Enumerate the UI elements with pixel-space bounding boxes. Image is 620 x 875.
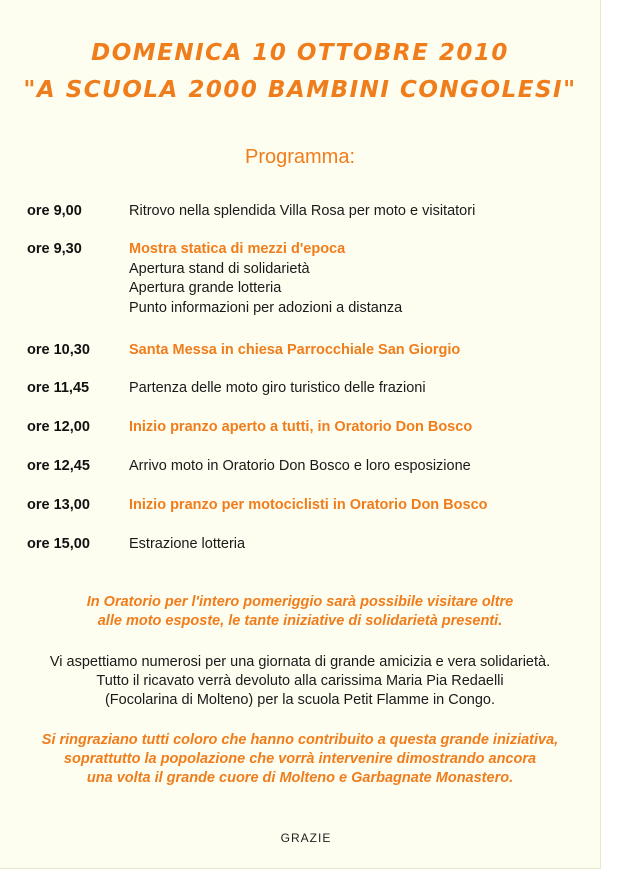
schedule-line: Apertura grande lotteria: [129, 280, 282, 296]
schedule-time: ore 12,45: [27, 458, 90, 474]
schedule-line: Partenza delle moto giro turistico delle frazioni: [129, 380, 426, 396]
schedule-time: ore 9,00: [27, 203, 82, 219]
schedule-description: [129, 457, 471, 477]
program-heading: Programma:: [244, 146, 356, 168]
invitation-paragraph: [0, 653, 600, 710]
schedule-line: Apertura stand di solidarietà: [129, 260, 310, 277]
note-line: alle moto esposte, le tante iniziative di solidarietà presenti.: [97, 613, 503, 629]
schedule-time: ore 15,00: [27, 536, 90, 552]
schedule-description: [129, 202, 475, 222]
schedule-line: Arrivo moto in Oratorio Don Bosco e loro esposizione: [129, 458, 471, 474]
schedule-line: Ritrovo nella splendida Villa Rosa per moto e visitatori: [129, 203, 476, 219]
schedule-description: [129, 535, 245, 555]
acknowledgement-line: soprattutto la popolazione che vorrà intervenire dimostrando ancora: [63, 751, 537, 767]
schedule-description-highlight: [129, 341, 460, 361]
acknowledgement-line: una volta il grande cuore di Molteno e Garbagnate Monastero.: [86, 770, 514, 786]
schedule-line-highlight: Mostra statica di mezzi d'epoca: [129, 241, 346, 257]
schedule-line: Santa Messa in chiesa Parrocchiale San Giorgio: [129, 342, 461, 358]
acknowledgement-line: Si ringraziano tutti coloro che hanno contribuito a questa grande iniziativa,: [41, 732, 559, 748]
schedule-time: ore 11,45: [27, 380, 90, 396]
afternoon-note: [0, 593, 600, 631]
invitation-line: (Focolarina di Molteno) per la scuola Petit Flamme in Congo.: [104, 692, 496, 708]
schedule-time: ore 9,30: [27, 241, 82, 257]
schedule-time: ore 10,30: [27, 342, 90, 358]
schedule-line: Inizio pranzo aperto a tutti, in Oratorio Don Bosco: [129, 419, 473, 435]
schedule-line: Inizio pranzo per motociclisti in Oratorio Don Bosco: [129, 497, 488, 513]
schedule-description-highlight: [129, 496, 488, 516]
schedule-description: [129, 240, 402, 318]
acknowledgement-paragraph: [0, 731, 600, 788]
schedule-time: ore 13,00: [27, 497, 90, 513]
schedule-time: ore 12,00: [27, 419, 90, 435]
event-date-title: DOMENICA 10 OTTOBRE 2010: [91, 40, 509, 66]
schedule-description-highlight: [129, 418, 472, 438]
closing-thanks: GRAZIE: [280, 831, 332, 845]
schedule-line: Estrazione lotteria: [129, 536, 246, 552]
event-name-title: "A SCUOLA 2000 BAMBINI CONGOLESI": [23, 77, 577, 103]
invitation-line: Vi aspettiamo numerosi per una giornata di grande amicizia e vera solidarietà.: [49, 654, 551, 670]
schedule-line: Punto informazioni per adozioni a distanza: [129, 299, 403, 316]
note-line: In Oratorio per l'intero pomeriggio sarà possibile visitare oltre: [86, 594, 514, 610]
schedule-description: [129, 379, 426, 399]
invitation-line: Tutto il ricavato verrà devoluto alla carissima Maria Pia Redaelli: [96, 673, 504, 689]
